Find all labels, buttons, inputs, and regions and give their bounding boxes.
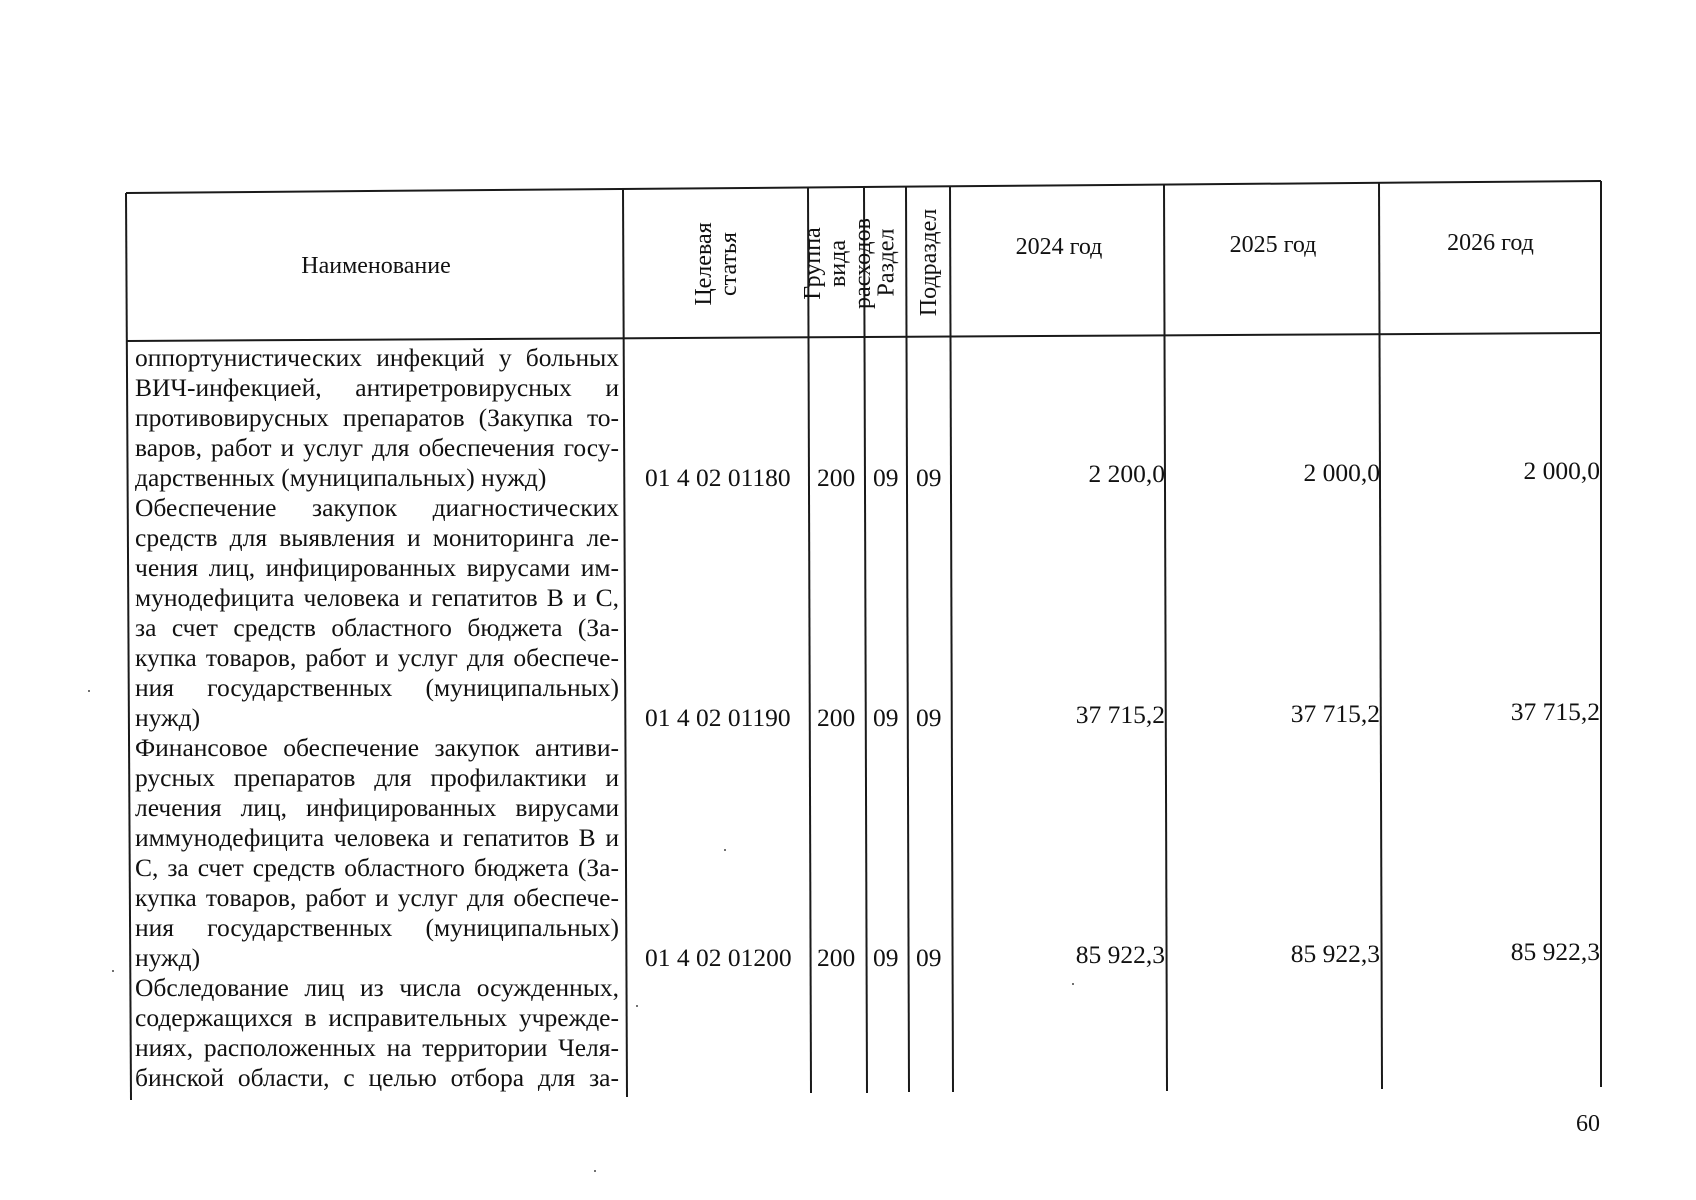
header-year-2024: [952, 186, 1166, 308]
amount-2026: 2 000,0: [1523, 456, 1600, 485]
row-description-line: Финансовое обеспечение закупок антиви-: [135, 733, 619, 762]
amount-2025: 2 000,0: [1303, 458, 1380, 487]
scan-speck: [1072, 983, 1074, 985]
row-description-line: средств для выявления и мониторинга ле-: [135, 523, 619, 552]
section-code: 09: [873, 703, 899, 732]
header-expense-group-label: Группа вида расходов: [799, 217, 876, 309]
header-section-label: Раздел: [873, 228, 900, 296]
scan-speck: [636, 1005, 638, 1007]
row-description-line: нужд): [135, 943, 201, 972]
header-subsection: [908, 188, 952, 336]
row-description-line: дарственных (муниципальных) нужд): [135, 463, 547, 492]
scan-speck: [112, 970, 114, 972]
row-description-line: С, за счет средств областного бюджета (За-: [135, 853, 619, 882]
subsection-code: 09: [916, 943, 942, 972]
row-description-line: русных препаратов для профилактики и: [135, 763, 619, 792]
row-description-line: нужд): [135, 703, 201, 732]
row-description-line: купка товаров, работ и услуг для обеспече-: [135, 883, 619, 912]
header-target-article: [625, 190, 809, 338]
header-year-2025-label: 2025 год: [1229, 232, 1317, 258]
header-name: [128, 195, 624, 337]
header-year-2026-label: 2026 год: [1447, 230, 1534, 256]
amount-2024: 37 715,2: [1075, 700, 1165, 729]
expense-group-code: 200: [817, 703, 856, 732]
row-description-line: мунодефицита человека и гепатитов В и С,: [135, 583, 619, 612]
row-description-line: Обследование лиц из числа осужденных,: [135, 973, 619, 1002]
row-description-line: ния государственных (муниципальных): [135, 913, 619, 942]
row-description-line: лечения лиц, инфицированных вирусами: [135, 793, 619, 822]
scan-speck: [724, 849, 726, 851]
header-year-2025: [1166, 184, 1380, 306]
amount-2026: 37 715,2: [1510, 697, 1600, 726]
scan-speck: [594, 1170, 596, 1172]
row-description-line: содержащихся в исправительных учрежде-: [135, 1003, 619, 1032]
header-section: [866, 188, 908, 336]
amount-2024: 2 200,0: [1088, 459, 1165, 488]
header-name-label: Наименование: [301, 253, 451, 279]
row-description-line: ниях, расположенных на территории Челя-: [135, 1033, 619, 1062]
row-description-line: ния государственных (муниципальных): [135, 673, 619, 702]
header-subsection-label: Подраздел: [916, 208, 943, 316]
section-code: 09: [873, 943, 899, 972]
row-description-line: иммунодефицита человека и гепатитов В и: [135, 823, 619, 852]
target-article-code: 01 4 02 01200: [645, 943, 792, 972]
row-description-line: Обеспечение закупок диагностических: [135, 493, 619, 522]
row-description-line: противовирусных препаратов (Закупка то-: [135, 403, 619, 432]
expense-group-code: 200: [817, 943, 856, 972]
subsection-code: 09: [916, 703, 942, 732]
amount-2025: 37 715,2: [1290, 699, 1380, 728]
amount-2025: 85 922,3: [1290, 939, 1380, 968]
row-description-line: за счет средств областного бюджета (За-: [135, 613, 619, 642]
amount-2026: 85 922,3: [1510, 937, 1600, 966]
row-description-line: купка товаров, работ и услуг для обеспече-: [135, 643, 619, 672]
expense-group-code: 200: [817, 463, 856, 492]
amount-2024: 85 922,3: [1075, 940, 1165, 969]
target-article-code: 01 4 02 01190: [645, 703, 791, 732]
scan-speck: [88, 690, 90, 692]
subsection-code: 09: [916, 463, 942, 492]
row-description-line: оппортунистических инфекций у больных: [135, 343, 619, 372]
target-article-code: 01 4 02 01180: [645, 463, 791, 492]
page-number: 60: [1576, 1111, 1600, 1137]
row-description-line: ВИЧ-инфекцией, антиретровирусных и: [135, 373, 619, 402]
row-description-line: бинской области, с целью отбора для за-: [135, 1063, 619, 1092]
row-description-line: варов, работ и услуг для обеспечения госу-: [135, 433, 619, 462]
header-year-2026: [1381, 182, 1600, 304]
row-description-line: чения лиц, инфицированных вирусами им-: [135, 553, 619, 582]
section-code: 09: [873, 463, 899, 492]
header-target-article-label: Целевая статья: [691, 222, 742, 306]
header-expense-group: [799, 189, 876, 337]
header-year-2024-label: 2024 год: [1015, 234, 1103, 260]
